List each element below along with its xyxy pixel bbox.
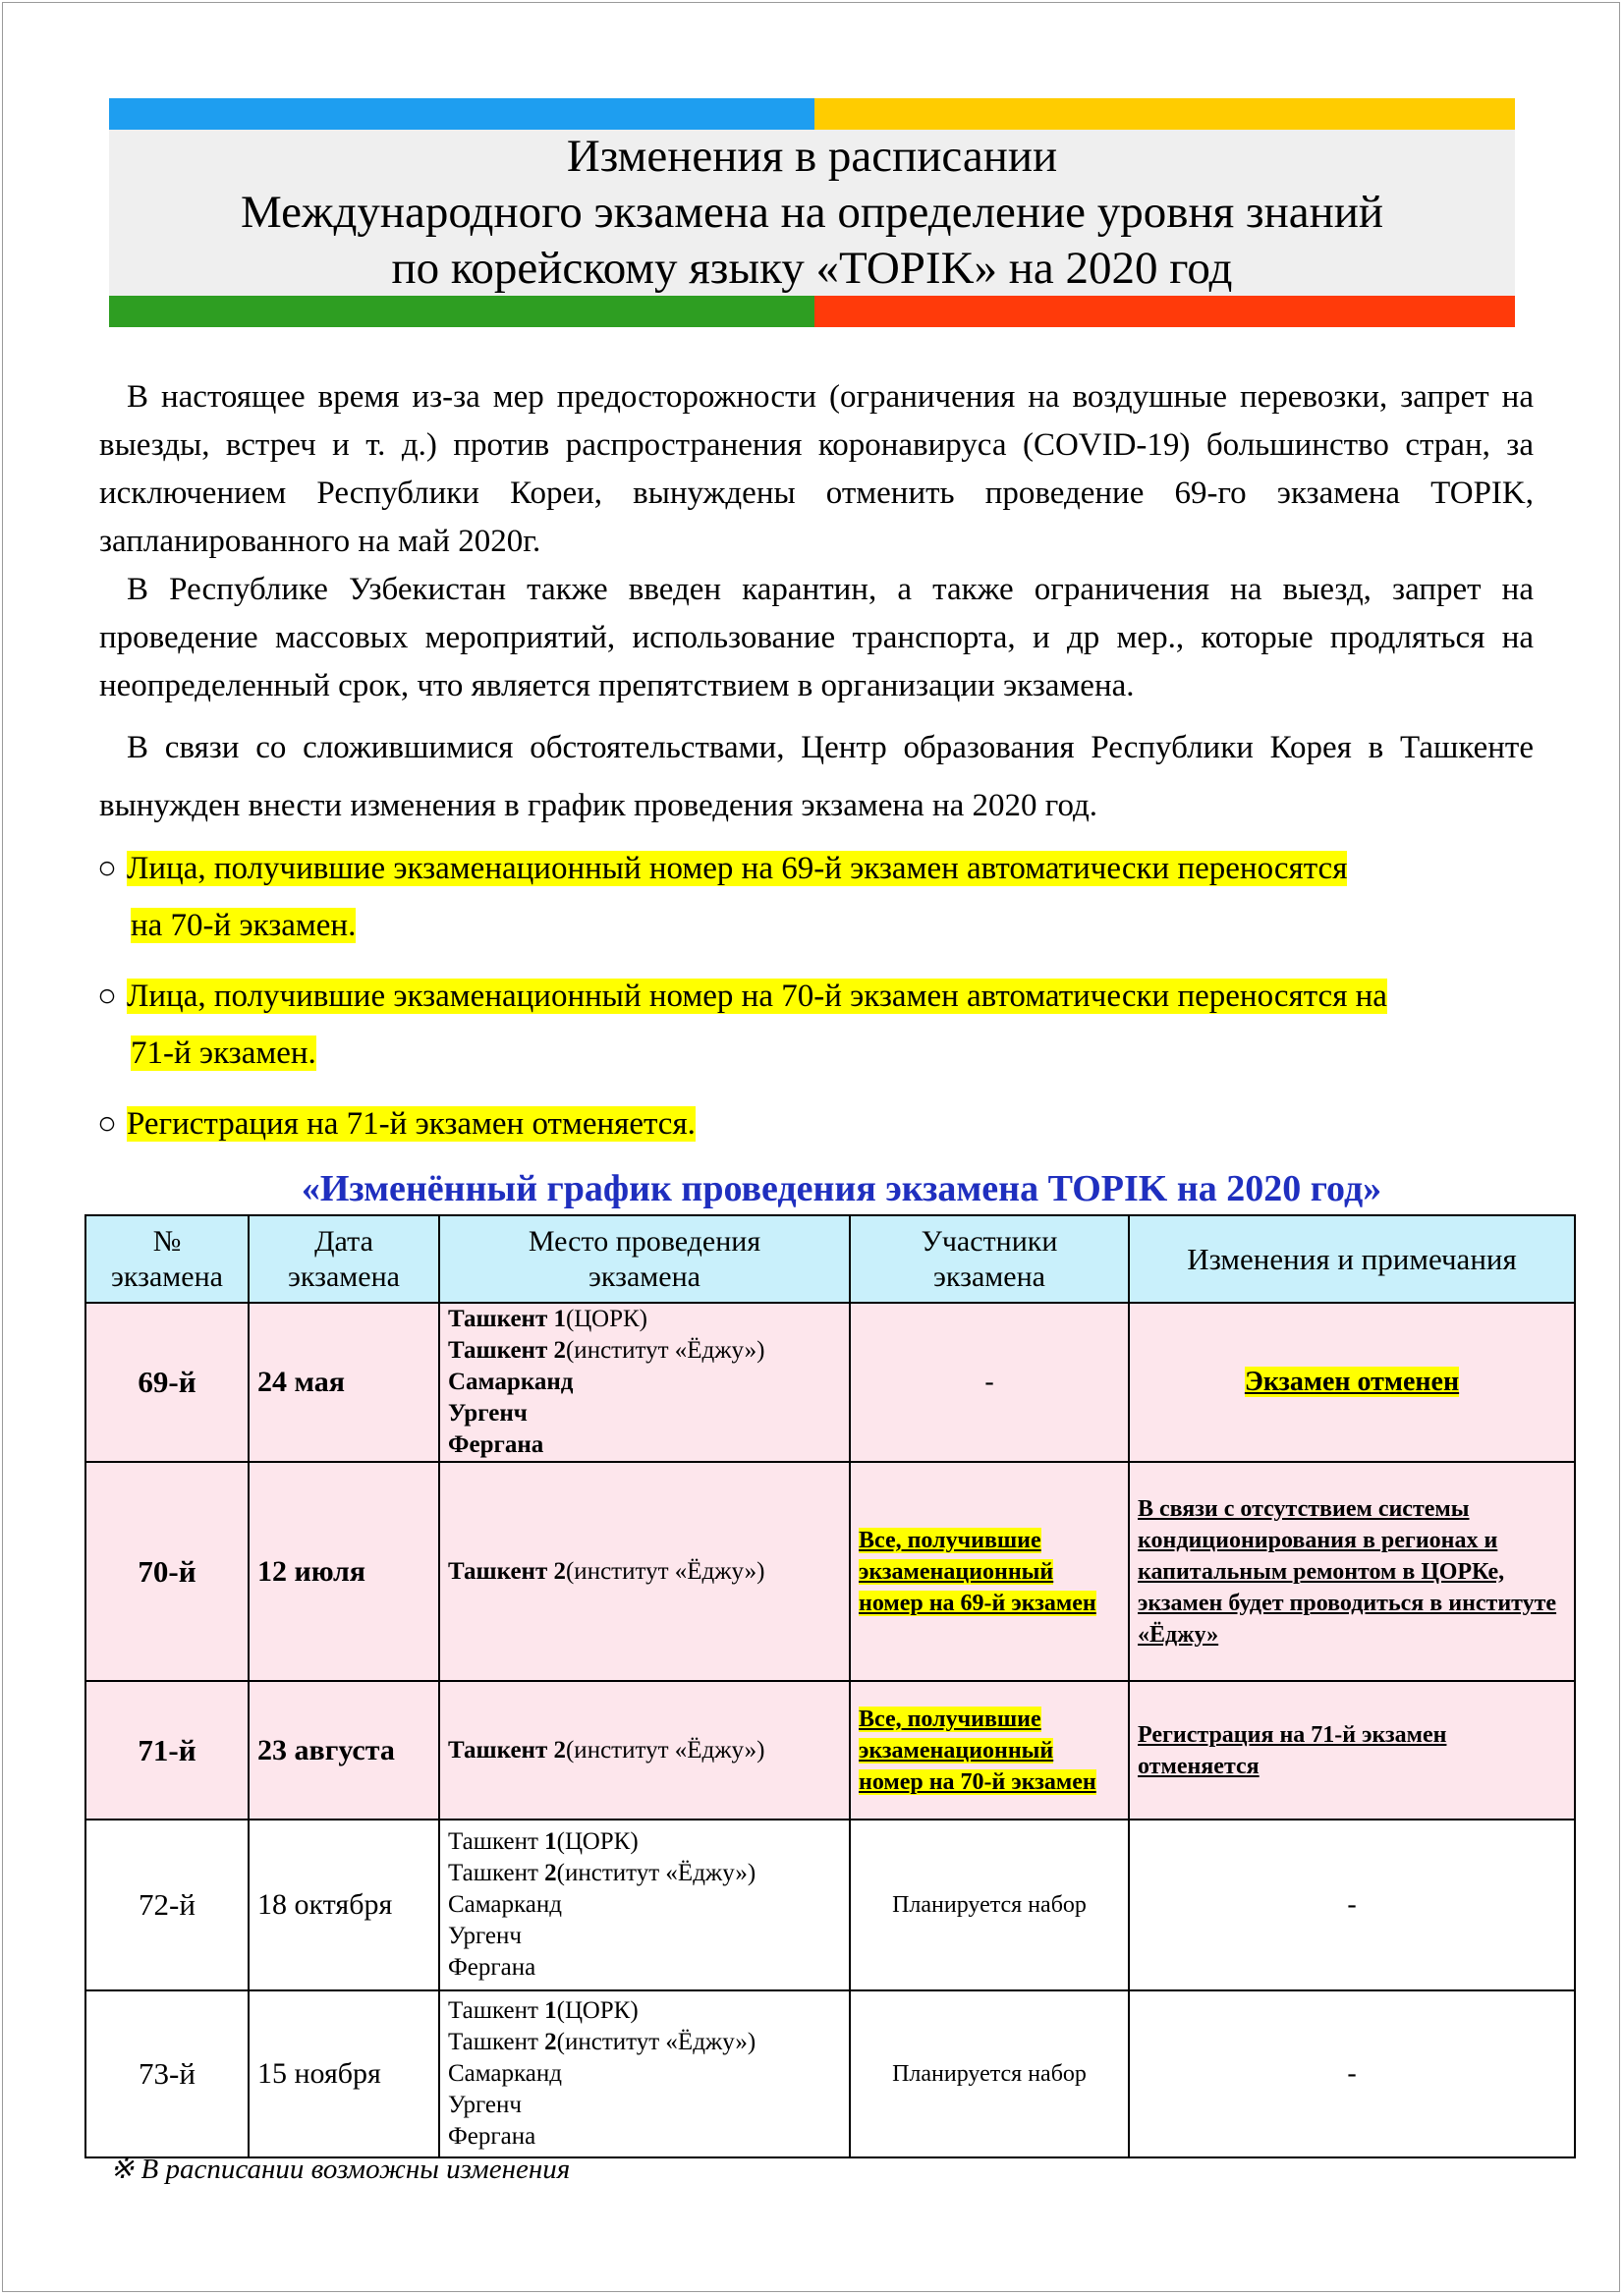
intro-text: [99, 373, 1534, 835]
exam-place-cell: Ташкент 1(ЦОРК) Ташкент 2(институт «Ёджу») Самарканд Ургенч Фергана: [439, 1820, 850, 1990]
bullet-text: Лица, получившие экзаменационный номер на 70-й экзамен автоматически переносятся на: [127, 979, 1387, 1014]
bullet-item: [97, 1095, 1541, 1152]
exam-date-cell: 12 июля: [249, 1462, 439, 1681]
notes-cell: -: [1129, 1820, 1575, 1990]
header-exam-date: Дата экзамена: [249, 1215, 439, 1303]
schedule-table: [84, 1214, 1576, 2158]
exam-number-cell: 72-й: [85, 1820, 249, 1990]
participants-cell: -: [850, 1303, 1129, 1462]
bullet-item: [97, 840, 1541, 954]
exam-date-cell: 23 августа: [249, 1681, 439, 1820]
header-exam-place: Место проведения экзамена: [439, 1215, 850, 1303]
exam-date-cell: 18 октября: [249, 1820, 439, 1990]
bullet-item: [97, 968, 1541, 1082]
schedule-heading: «Изменённый график проведения экзамена TOPIK на 2020 год»: [301, 1168, 1382, 1209]
notes-cell: [1129, 1303, 1575, 1462]
banner-bar-top-left: [109, 98, 814, 130]
exam-date-cell: 15 ноября: [249, 1990, 439, 2157]
exam-place-cell: Ташкент 2(институт «Ёджу»): [439, 1681, 850, 1820]
participants-cell: Все, получившие экзаменационный номер на 69-й экзамен: [850, 1462, 1129, 1681]
exam-place-cell: Ташкент 1(ЦОРК) Ташкент 2(институт «Ёджу») Самарканд Ургенч Фергана: [439, 1303, 850, 1462]
title-line-1: Изменения в расписании: [566, 131, 1058, 182]
bullet-text: Лица, получившие экзаменационный номер на 69-й экзамен автоматически переносятся: [127, 851, 1348, 886]
notes-cell: В связи с отсутствием системы кондиционирования в регионах и капитальным ремонтом в ЦОРКе, экзамен будет проводиться в институте «Ёджу»: [1129, 1462, 1575, 1681]
intro-paragraph-2: В Республике Узбекистан также введен карантин, а также ограничения на выезд, запрет на проведение массовых мероприятий, использование транспорта, и др мер., которые продляться на неопределенный срок, что является препятствием в организации экзамена.: [99, 572, 1534, 703]
circle-bullet-icon: ○: [97, 851, 117, 886]
circle-bullet-icon: ○: [97, 979, 117, 1014]
bullet-text-continued: 71-й экзамен.: [131, 1036, 316, 1071]
header-notes: Изменения и примечания: [1129, 1215, 1575, 1303]
notes-cell: Регистрация на 71-й экзамен отменяется: [1129, 1681, 1575, 1820]
exam-number-cell: 69-й: [85, 1303, 249, 1462]
title-banner: [109, 98, 1515, 327]
exam-date-cell: 24 мая: [249, 1303, 439, 1462]
circle-bullet-icon: ○: [97, 1106, 117, 1142]
exam-place-cell: Ташкент 2(институт «Ёджу»): [439, 1462, 850, 1681]
table-row: [85, 1990, 1575, 2157]
title-line-3: по корейскому языку «TOPIK» на 2020 год: [391, 243, 1233, 294]
table-row: [85, 1681, 1575, 1820]
bullet-text-continued: на 70-й экзамен.: [131, 908, 357, 943]
table-row: [85, 1303, 1575, 1462]
intro-paragraph-3: В связи со сложившимися обстоятельствами, Центр образования Республики Корея в Ташкенте вынужден внести изменения в график проведения экзамена на 2020 год.: [99, 730, 1534, 823]
title-line-2: Международного экзамена на определение уровня знаний: [240, 187, 1384, 238]
bullet-list: [97, 840, 1541, 1152]
table-row: [85, 1462, 1575, 1681]
participants-cell: Планируется набор: [850, 1820, 1129, 1990]
notes-cell: -: [1129, 1990, 1575, 2157]
exam-number-cell: 71-й: [85, 1681, 249, 1820]
bullet-text: Регистрация на 71-й экзамен отменяется.: [127, 1106, 696, 1142]
participants-cell: Планируется набор: [850, 1990, 1129, 2157]
header-participants: Участники экзамена: [850, 1215, 1129, 1303]
exam-place-cell: Ташкент 1(ЦОРК) Ташкент 2(институт «Ёджу») Самарканд Ургенч Фергана: [439, 1990, 850, 2157]
cancelled-note: Экзамен отменен: [1244, 1367, 1460, 1397]
page-title: [109, 130, 1515, 296]
banner-bar-bottom-left: [109, 296, 814, 327]
participants-cell: Все, получившие экзаменационный номер на 70-й экзамен: [850, 1681, 1129, 1820]
table-row: [85, 1820, 1575, 1990]
exam-number-cell: 70-й: [85, 1462, 249, 1681]
exam-number-cell: 73-й: [85, 1990, 249, 2157]
header-exam-number: № экзамена: [85, 1215, 249, 1303]
banner-bar-bottom-right: [814, 296, 1515, 327]
banner-bar-top-right: [814, 98, 1515, 130]
footnote: ※ В расписании возможны изменения: [110, 2154, 571, 2185]
intro-paragraph-1: В настоящее время из-за мер предосторожности (ограничения на воздушные перевозки, запрет на выезды, встреч и т. д.) против распространения коронавируса (COVID-19) большинство стран, за исключением Республики Кореи, вынуждены отменить проведение 69-го экзамена TOPIK, запланированного на май 2020г.: [99, 379, 1534, 559]
table-header-row: [85, 1215, 1575, 1303]
